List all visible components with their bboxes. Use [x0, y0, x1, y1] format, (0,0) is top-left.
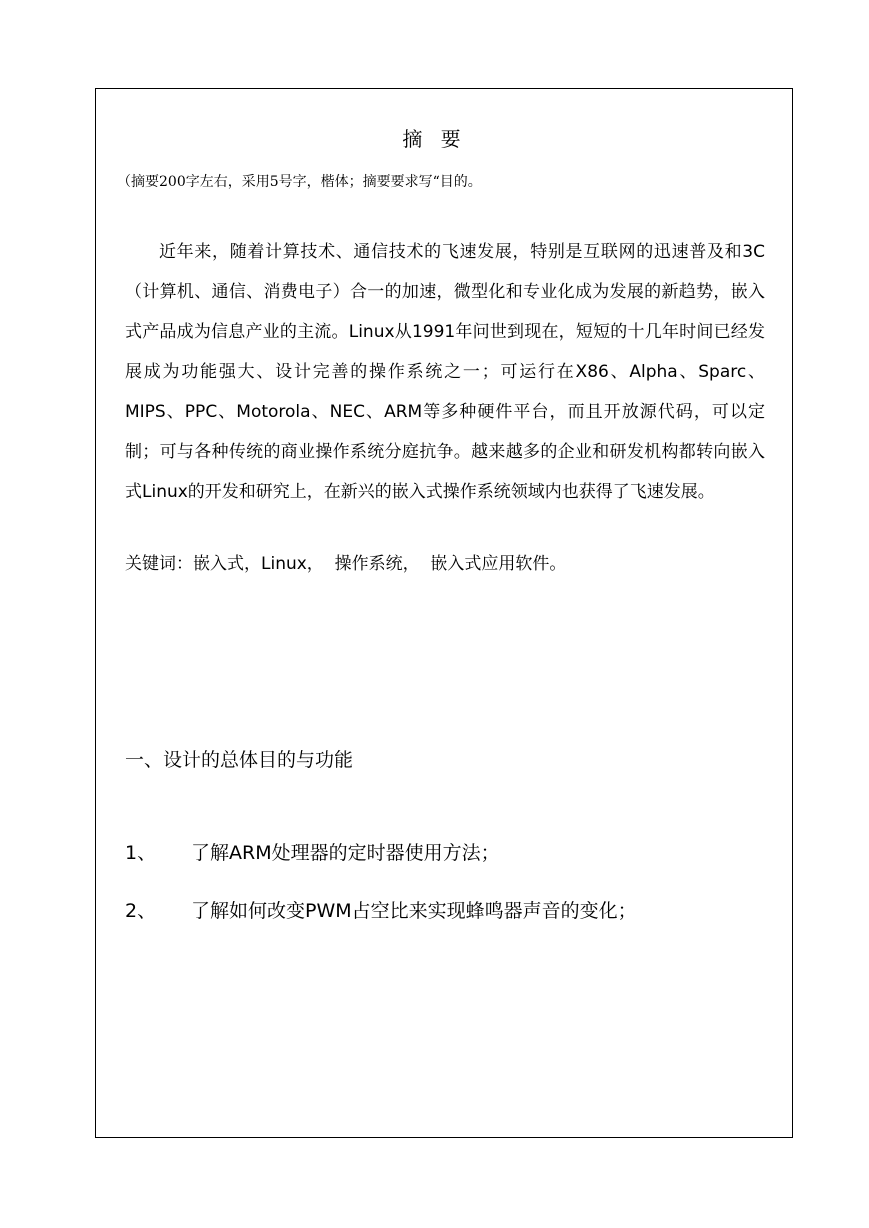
objective-text: 了解如何改变PWM占空比来实现蜂鸣器声音的变化；	[191, 900, 637, 922]
objective-item	[125, 838, 500, 868]
abstract-body-paragraph: 近年来，随着计算技术、通信技术的飞速发展，特别是互联网的迅速普及和3C（计算机、通信、消费电子）合一的加速，微型化和专业化成为发展的新趋势，嵌入式产品成为信息产业的主流。Linux从1991年问世到现在，短短的十几年时间已经发展成为功能强大、设计完善的操作系统之一；可运行在X86、Alpha、Sparc、MIPS、PPC、Motorola、NEC、ARM等多种硬件平台，而且开放源代码，可以定制；可与各种传统的商业操作系统分庭抗争。越来越多的企业和研发机构都转向嵌入式Linux的开发和研究上，在新兴的嵌入式操作系统领域内也获得了飞速发展。	[125, 242, 765, 502]
objective-item	[125, 896, 637, 926]
section-heading: 一、设计的总体目的与功能	[125, 749, 354, 771]
abstract-format-note: （摘要200字左右，采用5号字，楷体；摘要要求写“目的。	[117, 174, 482, 190]
objective-number: 2、	[125, 900, 157, 922]
objective-number: 1、	[125, 842, 157, 864]
keywords-line: 关键词：嵌入式，Linux， 操作系统， 嵌入式应用软件。	[125, 554, 567, 574]
objective-text: 了解ARM处理器的定时器使用方法；	[191, 842, 500, 864]
abstract-title: 摘 要	[402, 127, 467, 151]
